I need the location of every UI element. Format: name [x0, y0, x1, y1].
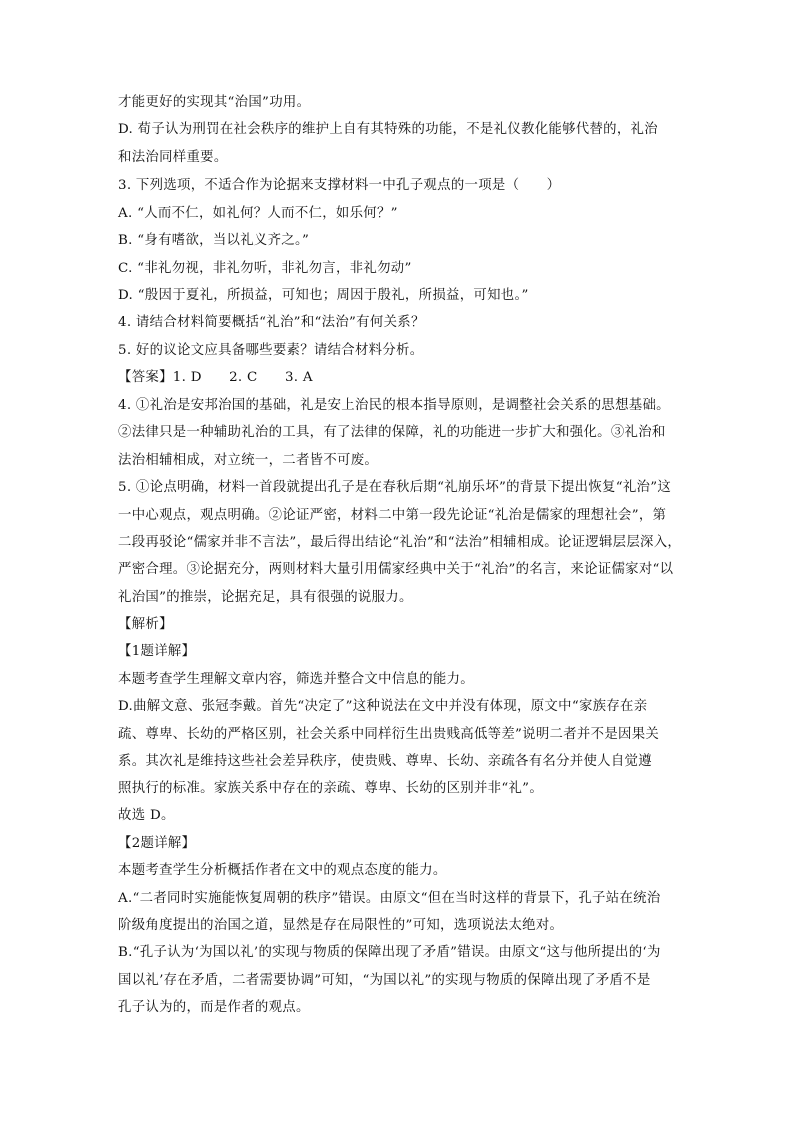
- q1-detail-heading: 【1题详解】: [118, 644, 196, 659]
- q1-detail-line-4: 照执行的标准。家族关系中存在的亲疏、尊卑、长幼的区别并非“礼”。: [118, 781, 544, 796]
- q3-option-d: D. “殷因于夏礼，所损益，可知也；周因于殷礼，所损益，可知也。”: [118, 288, 529, 303]
- answer-4-line-1: 4. ①礼治是安邦治国的基础，礼是安上治民的根本指导原则，是调整社会关系的思想基础。: [118, 398, 670, 413]
- analysis-heading: 【解析】: [118, 617, 173, 632]
- q3-option-a: A. “人而不仁，如礼何？人而不仁，如乐何？”: [118, 206, 398, 221]
- q1-detail-intro: 本题考查学生理解文章内容，筛选并整合文中信息的能力。: [118, 672, 474, 687]
- answer-5-line-2: 一中心观点，观点明确。②论证严密，材料二中第一段先论证“礼治是儒家的理想社会”，第: [118, 508, 667, 523]
- q2-detail-line-5: 孔子认为的，而是作者的观点。: [118, 1000, 310, 1015]
- q2-detail-intro: 本题考查学生分析概括作者在文中的观点态度的能力。: [118, 863, 447, 878]
- answer-5-line-3: 二段再驳论“儒家并非不言法”，最后得出结论“礼治”和“法治”相辅相成。论证逻辑层层深入，: [118, 535, 682, 550]
- text-line-1: 才能更好的实现其“治国”功用。: [118, 95, 311, 110]
- q2-detail-line-3: B.“孔子认为‘为国以礼’的实现与物质的保障出现了矛盾”错误。由原文“这与他所提出的‘为: [118, 945, 661, 960]
- answer-4-line-3: 法治相辅相成，对立统一，二者皆不可废。: [118, 453, 379, 468]
- answer-5-line-5: 礼治国”的推崇，论据充足，具有很强的说服力。: [118, 590, 413, 605]
- q1-detail-line-3: 系。其次礼是维持这些社会差异秩序，使贵贱、尊卑、长幼、亲疏各有名分并使人自觉遵: [118, 754, 652, 769]
- question-5: 5. 好的议论文应具备哪些要素？请结合材料分析。: [118, 343, 424, 358]
- q1-detail-line-2: 疏、尊卑、长幼的严格区别，社会关系中同样衍生出贵贱高低等差”说明二者并不是因果关: [118, 727, 660, 742]
- answer-4-line-2: ②法律只是一种辅助礼治的工具，有了法律的保障，礼的功能进一步扩大和强化。③礼治和: [118, 425, 666, 440]
- question-4: 4. 请结合材料简要概括“礼治”和“法治”有何关系？: [118, 315, 425, 330]
- answer-5-line-4: 严密合理。③论据充分，两则材料大量引用儒家经典中关于“礼治”的名言，来论证儒家对“以: [118, 562, 674, 577]
- option-d-line-2: 和法治同样重要。: [118, 150, 228, 165]
- question-3: 3. 下列选项，不适合作为论据来支撑材料一中孔子观点的一项是（ ）: [118, 178, 561, 193]
- q2-detail-line-1: A.“二者同时实施能恢复周朝的秩序”错误。由原文“但在当时这样的背景下，孔子站在统治: [118, 891, 661, 906]
- option-d-line-1: D. 荀子认为刑罚在社会秩序的维护上自有其特殊的功能，不是礼仪教化能够代替的，礼治: [118, 122, 658, 137]
- answer-5-line-1: 5. ①论点明确，材料一首段就提出孔子是在春秋后期“礼崩乐坏”的背景下提出恢复“礼治”这: [118, 480, 672, 495]
- q2-detail-line-4: 国以礼’存在矛盾，二者需要协调”可知，“为国以礼”的实现与物质的保障出现了矛盾不是: [118, 973, 651, 988]
- q1-conclusion: 故选 D。: [118, 808, 175, 823]
- q3-option-b: B. “身有嗜欲，当以礼义齐之。”: [118, 233, 310, 248]
- q2-detail-line-2: 阶级角度提出的治国之道，显然是存在局限性的”可知，选项说法太绝对。: [118, 918, 564, 933]
- q2-detail-heading: 【2题详解】: [118, 836, 196, 851]
- q1-detail-line-1: D.曲解文意、张冠李戴。首先“决定了”这种说法在文中并没有体现，原文中“家族存在亲: [118, 699, 648, 714]
- q3-option-c: C. “非礼勿视，非礼勿听，非礼勿言，非礼勿动”: [118, 261, 412, 276]
- answer-heading: 【答案】1. D 2. C 3. A: [118, 370, 313, 385]
